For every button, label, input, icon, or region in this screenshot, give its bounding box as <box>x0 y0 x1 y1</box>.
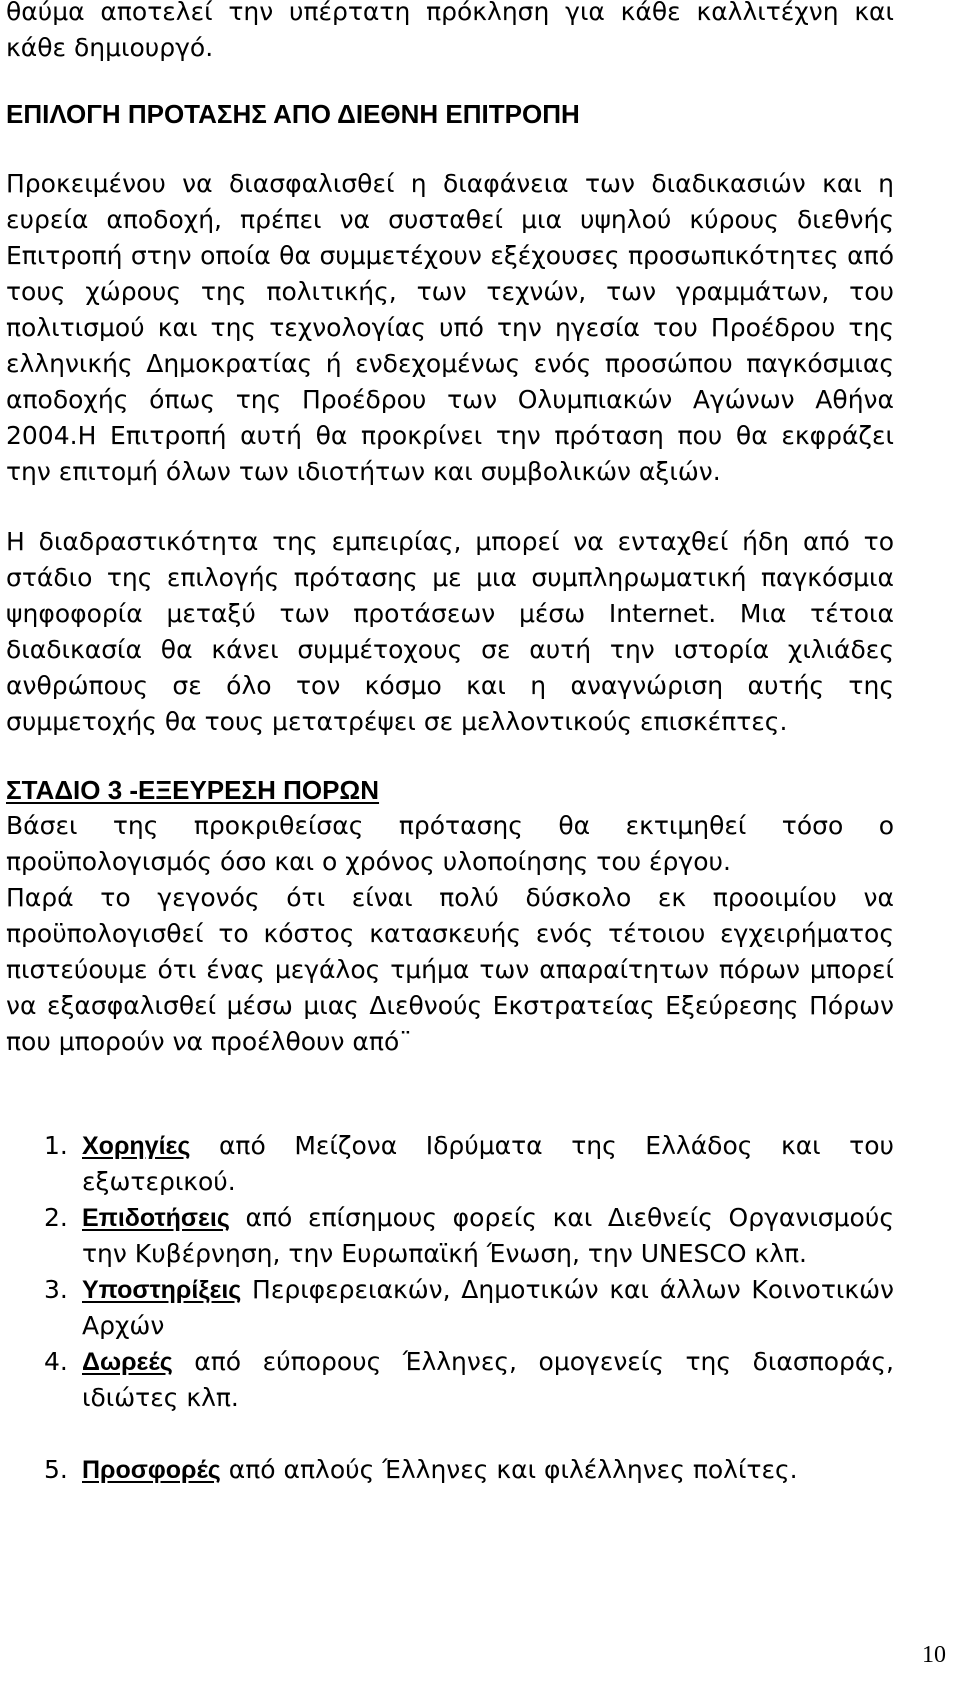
list-item-term: Δωρεές <box>82 1348 173 1376</box>
list-item-number: 1. <box>44 1131 68 1160</box>
list-item <box>44 1452 894 1488</box>
list-item-term: Χορηγίες <box>82 1132 191 1160</box>
list-item-term: Επιδοτήσεις <box>82 1204 230 1232</box>
selection-paragraph-2: Η διαδραστικότητα της εμπειρίας, μπορεί να ενταχθεί ήδη από το στάδιο της επιλογής πρότασης με μια συμπληρωματική παγκόσμια ψηφοφορία μεταξύ των προτάσεων μέσω Internet. Μια τέτοια διαδικασία θα κάνει συμμέτοχους σε αυτή την ιστορία χιλιάδες ανθρώπους σε όλο τον κόσμο και η αναγνώριση αυτής της συμμετοχής θα τους μετατρέψει σε μελλοντικούς επισκέπτες. <box>6 527 894 736</box>
list-item-text: από εύπορους Έλληνες, ομογενείς της διασποράς, ιδιώτες κλπ. <box>82 1347 894 1412</box>
list-item-number: 5. <box>44 1455 68 1484</box>
list-item <box>44 1200 894 1272</box>
page-number: 10 <box>922 1642 946 1668</box>
list-item-text: από απλούς Έλληνες και φιλέλληνες πολίτες. <box>220 1455 798 1484</box>
section-heading-resources: ΣΤΑΔΙΟ 3 -ΕΞΕΥΡΕΣΗ ΠΟΡΩΝ <box>6 775 380 805</box>
selection-paragraph-1: Προκειμένου να διασφαλισθεί η διαφάνεια των διαδικασιών και η ευρεία αποδοχή, πρέπει να συσταθεί μια υψηλού κύρους διεθνής Επιτροπή στην οποία θα συμμετέχουν εξέχουσες προσωπικότητες από τους χώρους της πολιτικής, των τεχνών, των γραμμάτων, του πολιτισμού και της τεχνολογίας υπό την ηγεσία του Προέδρου της ελληνικής Δημοκρατίας ή ενδεχομένως ενός προσώπου παγκόσμιας αποδοχής όπως της Προέδρου των Ολυμπιακών Αγώνων Αθήνα 2004.Η Επιτροπή αυτή θα προκρίνει την πρόταση που θα εκφράζει την επιτομή όλων των ιδιοτήτων και συμβολικών αξιών. <box>6 169 894 486</box>
list-item-number: 3. <box>44 1275 68 1304</box>
list-item-term: Υποστηρίξεις <box>82 1276 242 1304</box>
list-item <box>44 1272 894 1344</box>
list-item-text: από επίσημους φορείς και Διεθνείς Οργανισμούς την Κυβέρνηση, την Ευρωπαϊκή Ένωση, την UNESCO κλπ. <box>82 1203 894 1268</box>
section-heading-selection: ΕΠΙΛΟΓΗ ΠΡΟΤΑΣΗΣ ΑΠΟ ΔΙΕΘΝΗ ΕΠΙΤΡΟΠΗ <box>6 99 580 129</box>
list-item <box>44 1128 894 1200</box>
resources-paragraph-2: Παρά το γεγονός ότι είναι πολύ δύσκολο εκ προοιμίου να προϋπολογισθεί το κόστος κατασκευής ενός τέτοιου εγχειρήματος πιστεύουμε ότι ένας μεγάλος τμήμα των απαραίτητων πόρων μπορεί να εξασφαλισθεί μέσω μιας Διεθνούς Εκστρατείας Εξεύρεσης Πόρων που μπορούν να προέλθουν από¨ <box>6 883 894 1056</box>
intro-fragment: θαύμα αποτελεί την υπέρτατη πρόκληση για κάθε καλλιτέχνη και κάθε δημιουργό. <box>6 0 894 62</box>
resources-paragraph-1: Βάσει της προκριθείσας πρότασης θα εκτιμηθεί τόσο ο προϋπολογισμός όσο και ο χρόνος υλοποίησης του έργου. <box>6 811 894 876</box>
list-item-number: 4. <box>44 1347 68 1376</box>
funding-sources-list <box>44 1128 894 1488</box>
list-item-term: Προσφορές <box>82 1456 221 1484</box>
list-item-text: Περιφερειακών, Δημοτικών και άλλων Κοινοτικών Αρχών <box>82 1275 894 1340</box>
list-item-number: 2. <box>44 1203 68 1232</box>
list-item-text: από Μείζονα Ιδρύματα της Ελλάδος και του εξωτερικού. <box>82 1131 894 1196</box>
list-item <box>44 1344 894 1416</box>
